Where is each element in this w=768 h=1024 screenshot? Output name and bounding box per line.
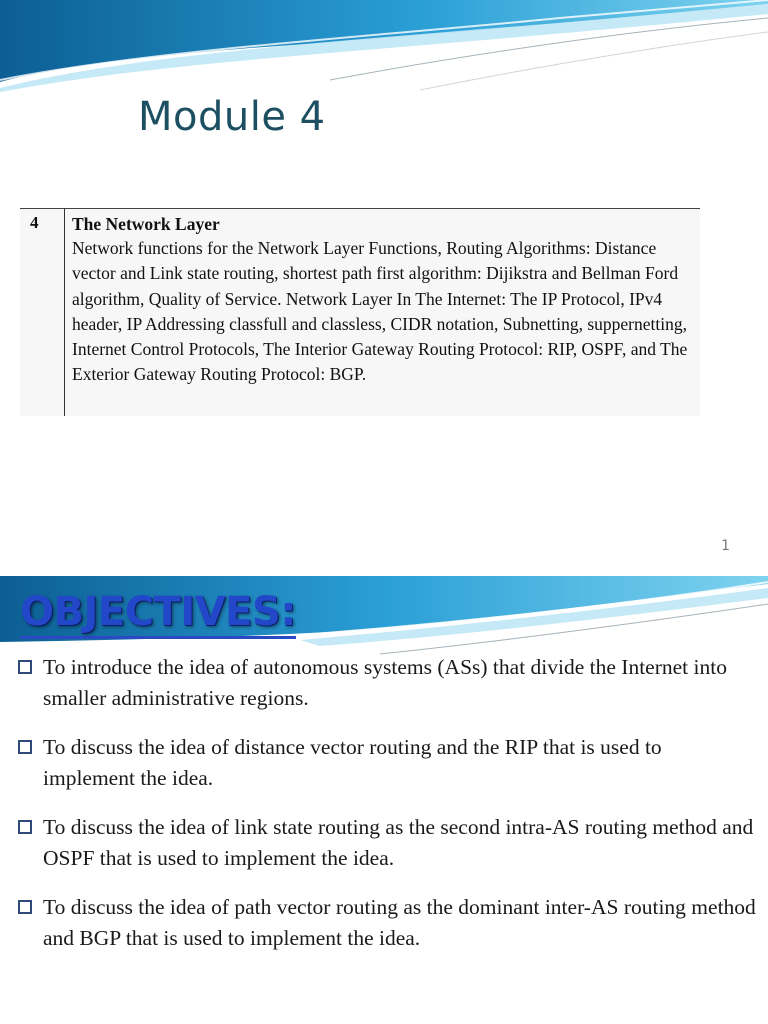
list-item xyxy=(18,732,758,794)
table-top-border xyxy=(20,208,700,209)
module-number: 4 xyxy=(30,213,39,232)
list-item xyxy=(18,812,758,874)
syllabus-description: Network functions for the Network Layer Functions, Routing Algorithms: Distance vector and Link state routing, shortest path first algorithm: Dijikstra and Bellman Ford algorithm, Quality of Service. Network Layer In The Internet: The IP Protocol, IPv4 header, IP Addressing classfull and classless, CIDR notation, Subnetting, suppernetting, Internet Control Protocols, The Interior Gateway Routing Protocol: RIP, OSPF, and The Exterior Gateway Routing Protocol: BGP. xyxy=(72,238,688,385)
syllabus-heading: The Network Layer xyxy=(72,214,220,234)
checkbox-bullet-icon xyxy=(18,900,32,914)
header-wave-decoration xyxy=(0,0,768,100)
checkbox-bullet-icon xyxy=(18,740,32,754)
objective-text: To discuss the idea of distance vector routing and the RIP that is used to implement the idea. xyxy=(43,735,662,790)
list-item xyxy=(18,652,758,714)
syllabus-table xyxy=(20,208,700,416)
page-number: 1 xyxy=(721,538,730,554)
slide-2 xyxy=(0,576,768,1024)
table-column-divider xyxy=(64,208,65,416)
checkbox-bullet-icon xyxy=(18,820,32,834)
list-item xyxy=(18,892,758,954)
objectives-title: OBJECTIVES: xyxy=(20,588,296,639)
objectives-list xyxy=(18,652,758,972)
objective-text: To discuss the idea of path vector routing as the dominant inter-AS routing method and BGP that is used to implement the idea. xyxy=(43,895,756,950)
checkbox-bullet-icon xyxy=(18,660,32,674)
objective-text: To discuss the idea of link state routing as the second intra-AS routing method and OSPF that is used to implement the idea. xyxy=(43,815,754,870)
slide-title: Module 4 xyxy=(138,94,326,140)
objective-text: To introduce the idea of autonomous systems (ASs) that divide the Internet into smaller administrative regions. xyxy=(43,655,727,710)
syllabus-content xyxy=(72,212,697,388)
